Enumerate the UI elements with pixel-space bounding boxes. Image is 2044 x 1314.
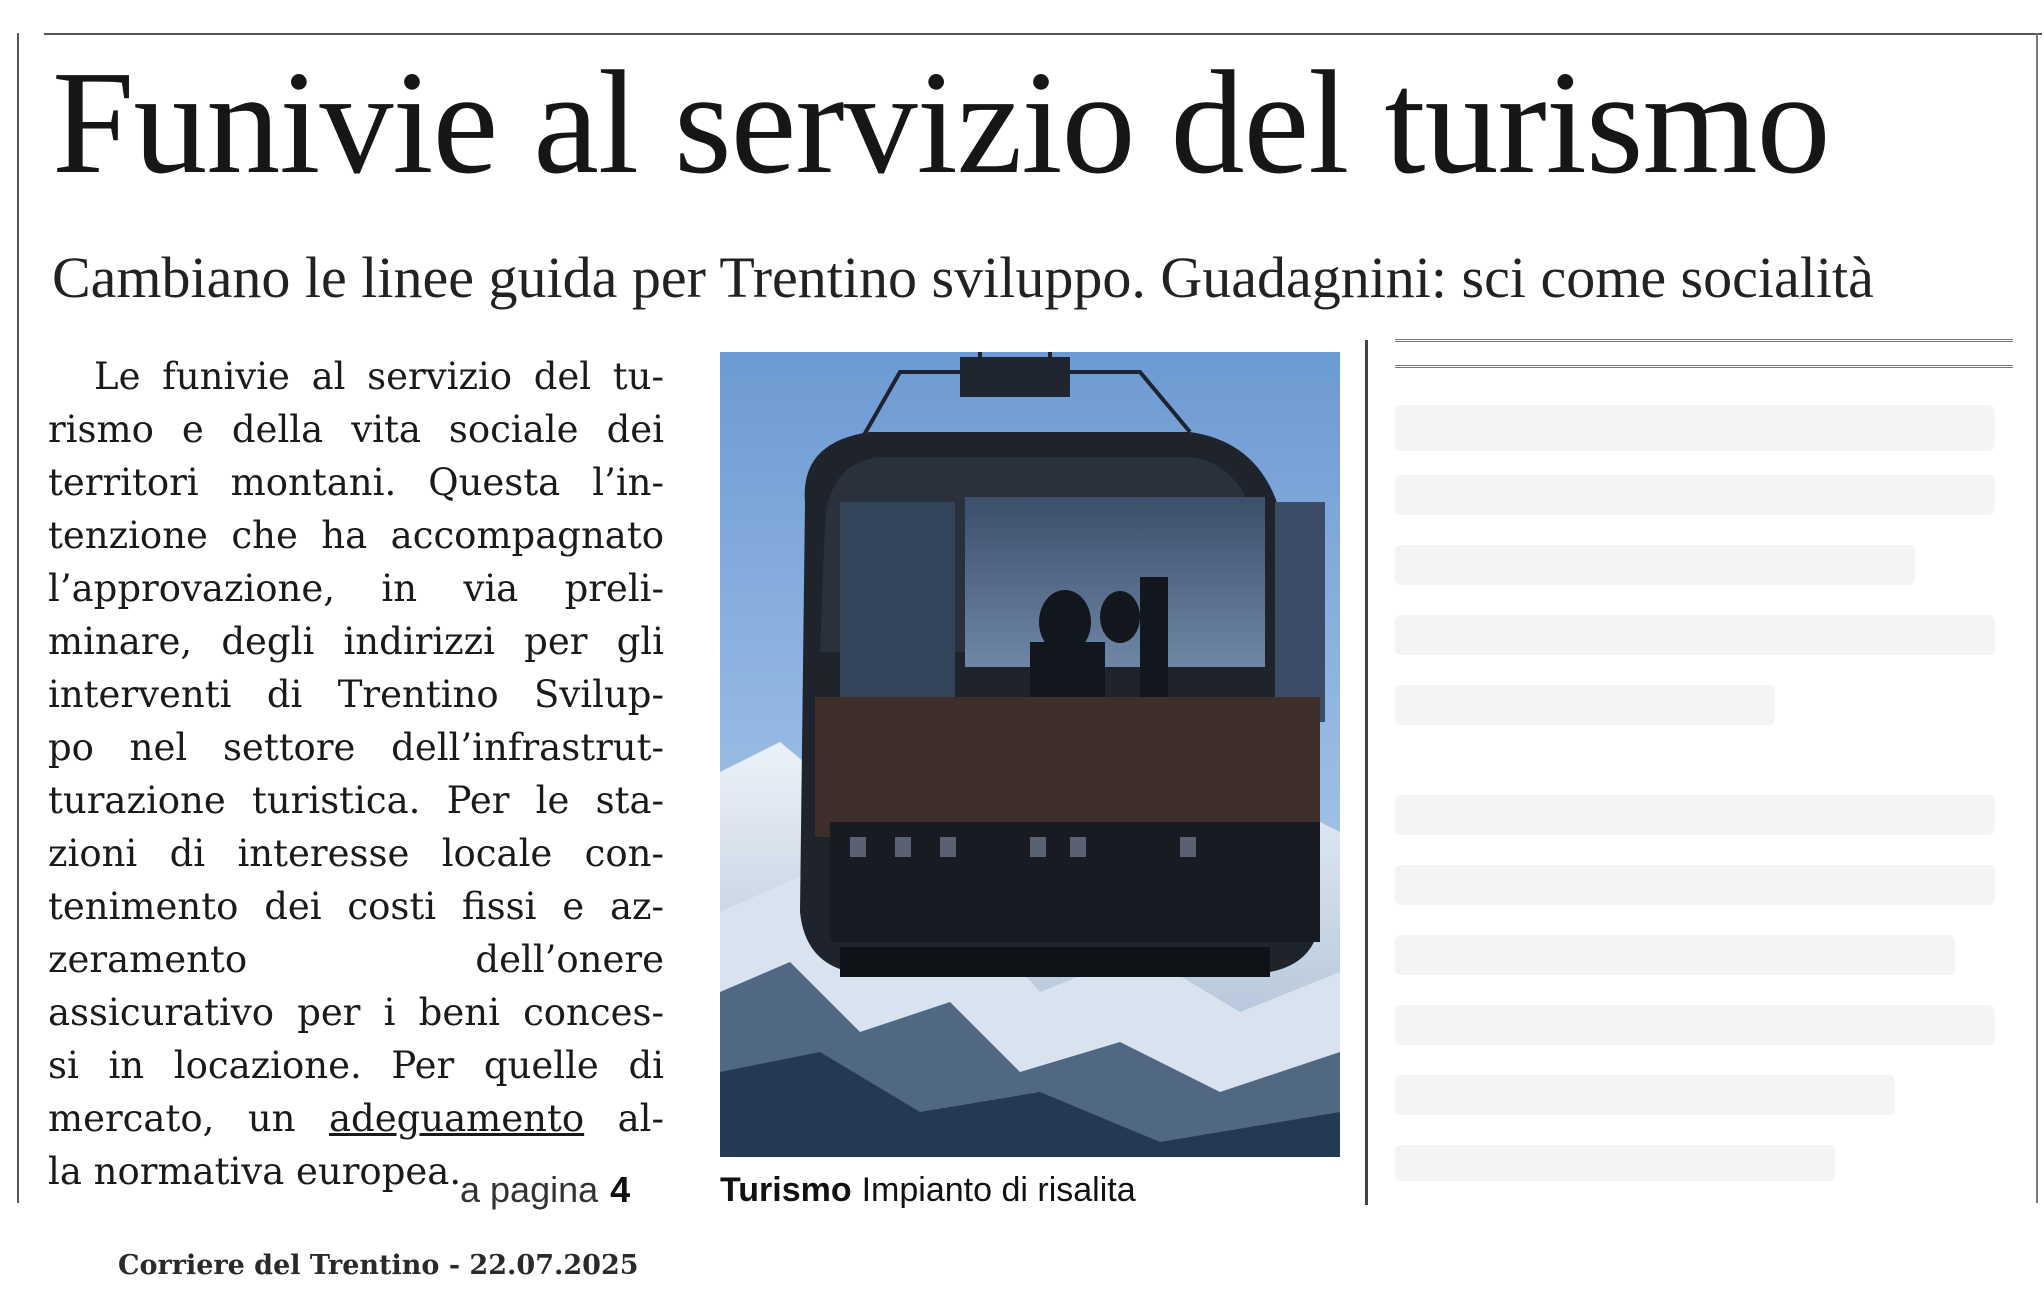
photo-caption [720, 1168, 1360, 1212]
faded-text-block [1395, 405, 1995, 451]
body-line: assicurativo per i beni conces- [48, 991, 664, 1034]
body-line: rismo e della vita sociale dei [48, 408, 664, 451]
body-line: zioni di interesse locale con- [48, 832, 664, 875]
faded-text-block [1395, 685, 1775, 725]
top-rule [44, 33, 2042, 35]
faded-text-block [1395, 1005, 1995, 1045]
double-rule [1395, 365, 2013, 374]
faded-text-block [1395, 865, 1995, 905]
headline: Funivie al servizio del turismo [52, 41, 1830, 205]
body-line: Le funivie al servizio del tu- [94, 355, 664, 398]
body-line: minare, degli indirizzi per gli [48, 620, 664, 663]
underlined-word: adeguamento [328, 1097, 585, 1140]
body-line: interventi di Trentino Svilup- [48, 673, 664, 716]
faded-text-block [1395, 475, 1995, 515]
article-body [48, 350, 664, 1198]
body-line: zeramento dell’onere [48, 938, 664, 981]
body-line: mercato, un adeguamento al- [48, 1097, 664, 1140]
faded-adjacent-column [1395, 335, 2017, 1195]
faded-text-block [1395, 1145, 1835, 1181]
source-footer: Corriere del Trentino - 22.07.2025 [118, 1250, 639, 1281]
right-edge-rule [2036, 33, 2038, 1203]
faded-text-block [1395, 935, 1955, 975]
cable-car-photo [720, 352, 1340, 1157]
subheadline: Cambiano le linee guida per Trentino sviluppo. Guadagnini: sci come socialità [52, 245, 1874, 310]
double-rule [1395, 339, 2013, 348]
caption-kicker: Turismo [720, 1171, 852, 1209]
left-column-rule [17, 33, 19, 1203]
faded-text-block [1395, 1075, 1895, 1115]
column-divider [1365, 340, 1368, 1205]
body-line: turazione turistica. Per le sta- [48, 779, 664, 822]
body-line: si in locazione. Per quelle di [48, 1044, 664, 1087]
continued-reference [460, 1168, 665, 1212]
body-line: po nel settore dell’infrastrut- [48, 726, 664, 769]
continued-page-number: 4 [610, 1169, 631, 1210]
caption-text: Impianto di risalita [861, 1171, 1136, 1209]
faded-text-block [1395, 545, 1915, 585]
body-line: l’approvazione, in via preli- [48, 567, 664, 610]
body-line: tenimento dei costi fissi e az- [48, 885, 664, 928]
continued-label: a pagina [460, 1169, 599, 1210]
body-line: tenzione che ha accompagnato [48, 514, 664, 557]
cable-car-illustration [720, 352, 1340, 1157]
body-line: territori montani. Questa l’in- [48, 461, 664, 504]
faded-text-block [1395, 615, 1995, 655]
body-line: la normativa europea. [48, 1150, 462, 1193]
faded-text-block [1395, 795, 1995, 835]
